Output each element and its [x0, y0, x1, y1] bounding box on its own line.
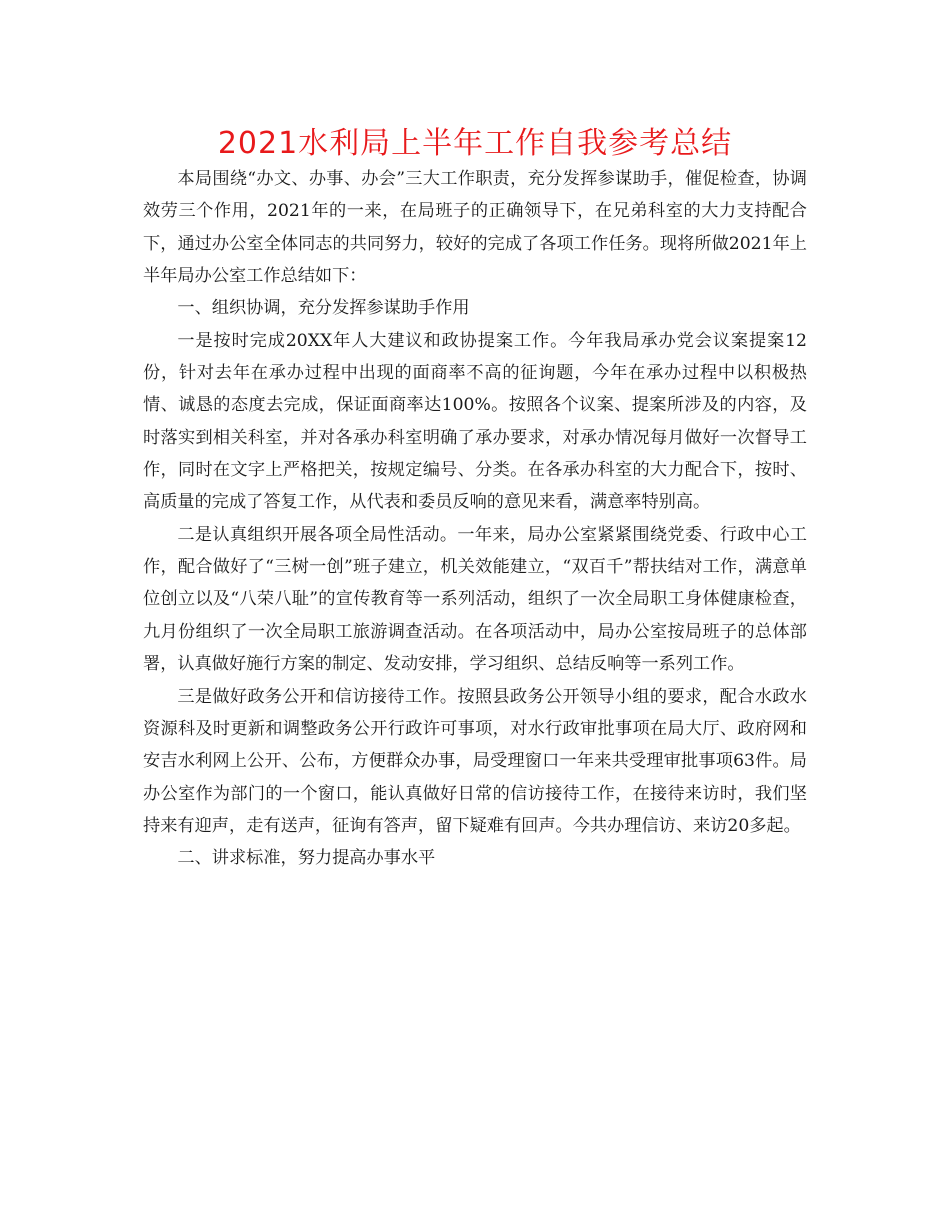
paragraph-intro: 本局围绕“办文、办事、办会”三大工作职责，充分发挥参谋助手，催促检查，协调效劳三个作用，2021年的一来，在局班子的正确领导下，在兄弟科室的大力支持配合下，通过办公室全体同志的共同努力，较好的完成了各项工作任务。现将所做2021年上半年局办公室工作总结如下： [143, 169, 807, 287]
document-body [143, 163, 807, 875]
section-heading-2: 二、讲求标准，努力提高办事水平 [177, 848, 436, 869]
document-title: 2021水利局上半年工作自我参考总结 [217, 126, 733, 161]
paragraph-item-2: 二是认真组织开展各项全局性活动。一年来，局办公室紧紧围绕党委、行政中心工作，配合做好了“三树一创”班子建立，机关效能建立，“双百千”帮扶结对工作，满意单位创立以及“八荣八耻”的宣传教育等一系列活动，组织了一次全局职工身体健康检查，九月份组织了一次全局职工旅游调查活动。在各项活动中，局办公室按局班子的总体部署，认真做好施行方案的制定、发动安排，学习组织、总结反响等一系列工作。 [143, 524, 807, 675]
paragraph-item-1: 一是按时完成20XX年人大建议和政协提案工作。今年我局承办党会议案提案12份，针对去年在承办过程中出现的面商率不高的征询题，今年在承办过程中以积极热情、诚恳的态度去完成，保证面商率达100%。按照各个议案、提案所涉及的内容，及时落实到相关科室，并对各承办科室明确了承办要求，对承办情况每月做好一次督导工作，同时在文字上严格把关，按规定编号、分类。在各承办科室的大力配合下，按时、高质量的完成了答复工作，从代表和委员反响的意见来看，满意率特别高。 [143, 330, 807, 513]
paragraph-item-3: 三是做好政务公开和信访接待工作。按照县政务公开领导小组的要求，配合水政水资源科及时更新和调整政务公开行政许可事项，对水行政审批事项在局大厅、政府网和安吉水利网上公开、公布，方便群众办事，局受理窗口一年来共受理审批事项63件。局办公室作为部门的一个窗口，能认真做好日常的信访接待工作，在接待来访时，我们坚持来有迎声，走有送声，征询有答声，留下疑难有回声。今共办理信访、来访20多起。 [143, 686, 807, 836]
section-heading-1: 一、组织协调，充分发挥参谋助手作用 [177, 298, 470, 319]
